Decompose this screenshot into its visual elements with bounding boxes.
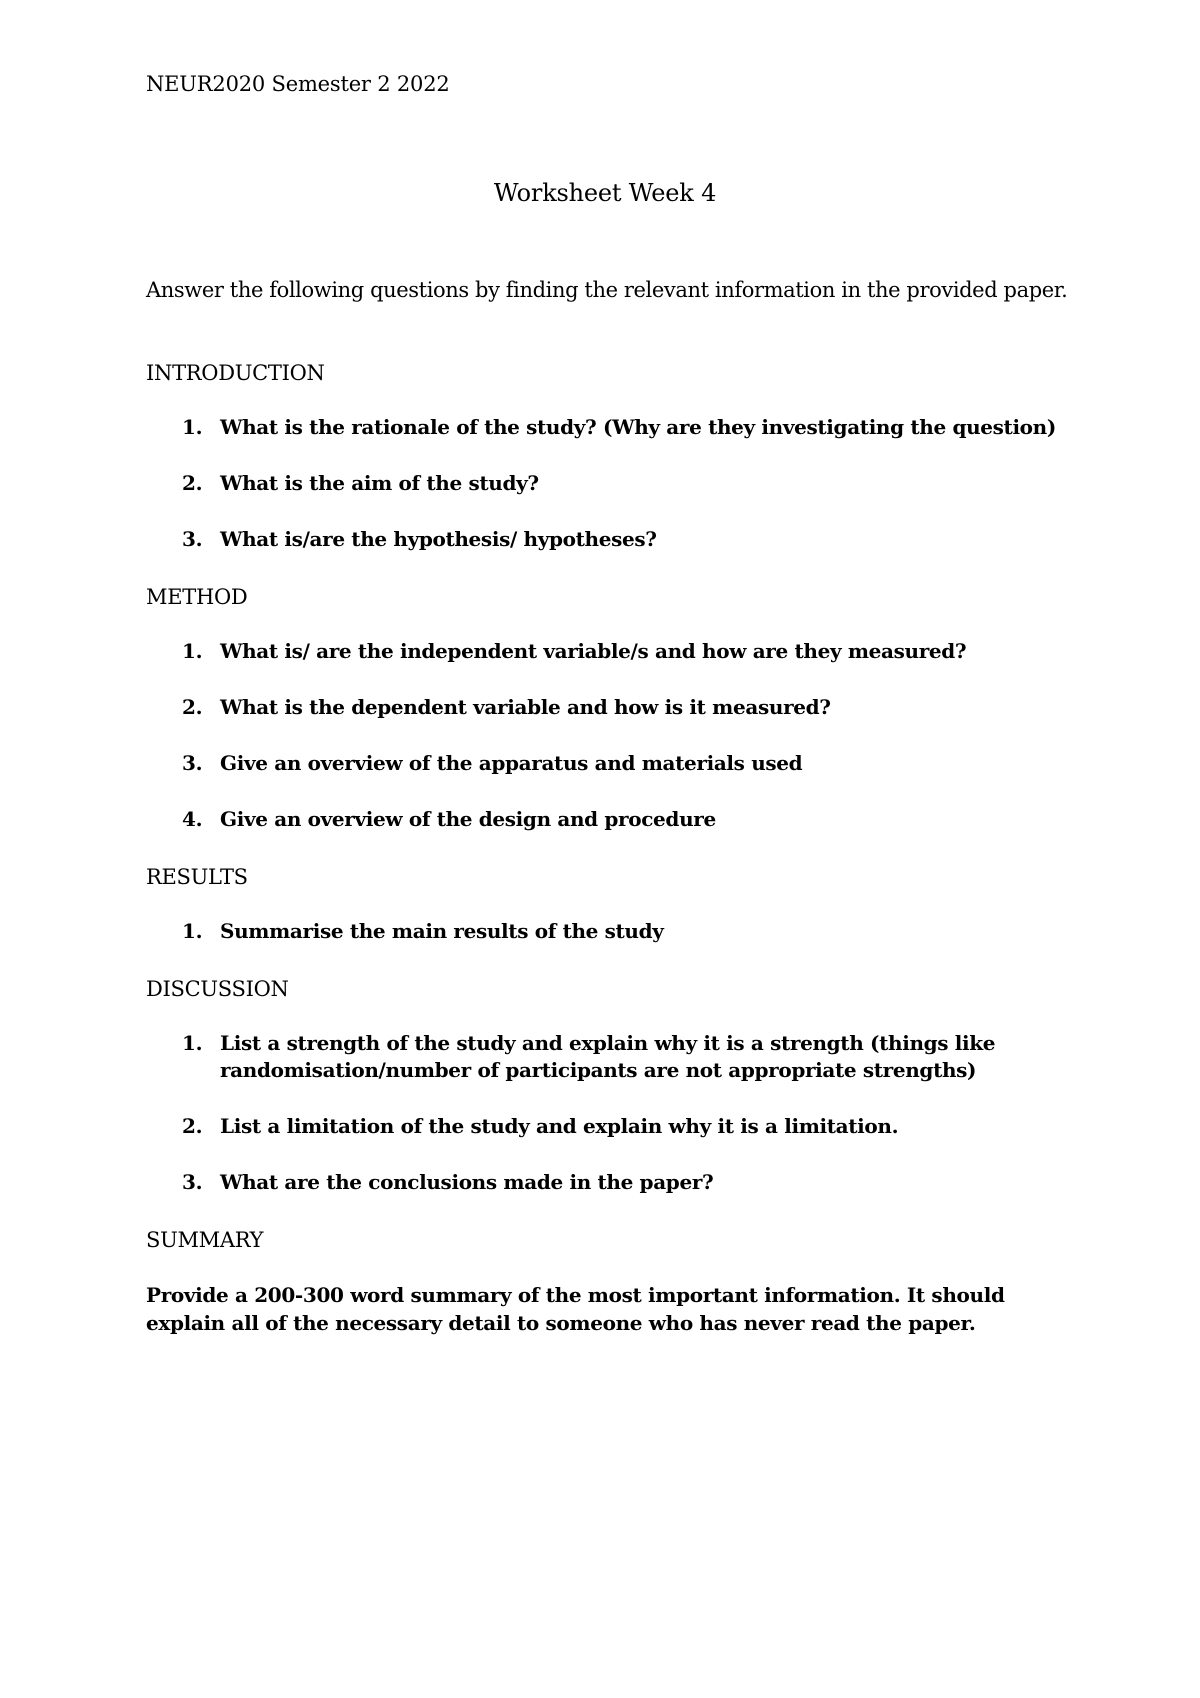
- question-number: 3.: [182, 527, 203, 551]
- question-item: [146, 470, 1086, 497]
- question-text: What is/ are the independent variable/s and how are they measured?: [220, 639, 967, 663]
- question-item: [146, 694, 1086, 721]
- question-text: Summarise the main results of the study: [220, 919, 664, 943]
- section-discussion: [146, 974, 1086, 1196]
- question-text: What is the aim of the study?: [220, 471, 539, 495]
- question-list: [146, 638, 1086, 833]
- section-heading: INTRODUCTION: [146, 361, 325, 385]
- page-title: Worksheet Week 4: [493, 179, 717, 207]
- section-heading: METHOD: [146, 585, 248, 609]
- question-text: What is/are the hypothesis/ hypotheses?: [220, 527, 657, 551]
- section-method: [146, 582, 1086, 833]
- question-number: 1.: [182, 415, 203, 439]
- question-list: [146, 918, 1086, 945]
- question-item: [146, 526, 1086, 553]
- course-header: NEUR2020 Semester 2 2022: [146, 72, 450, 96]
- question-number: 1.: [182, 1031, 203, 1055]
- section-heading: SUMMARY: [146, 1228, 264, 1252]
- question-text: What are the conclusions made in the paper?: [220, 1170, 714, 1194]
- question-text: Give an overview of the apparatus and materials used: [220, 751, 803, 775]
- question-item: [146, 918, 1086, 945]
- question-number: 2.: [182, 1114, 203, 1138]
- question-number: 3.: [182, 1170, 203, 1194]
- section-introduction: [146, 358, 1086, 553]
- question-number: 2.: [182, 471, 203, 495]
- question-number: 1.: [182, 639, 203, 663]
- section-heading: DISCUSSION: [146, 977, 289, 1001]
- question-text: List a limitation of the study and explain why it is a limitation.: [220, 1114, 899, 1138]
- worksheet-sections: [146, 358, 1086, 1337]
- summary-instructions: Provide a 200-300 word summary of the most important information. It should explain all of the necessary detail to someone who has never read the paper.: [146, 1283, 1005, 1335]
- question-text: What is the dependent variable and how is it measured?: [220, 695, 831, 719]
- question-item: [146, 638, 1086, 665]
- question-text: What is the rationale of the study? (Why are they investigating the question): [220, 415, 1056, 439]
- question-item: [146, 750, 1086, 777]
- section-summary: [146, 1225, 1086, 1337]
- question-item: [146, 1030, 1086, 1084]
- question-list: [146, 414, 1086, 553]
- instructions-text: Answer the following questions by finding the relevant information in the provided paper.: [146, 278, 1068, 302]
- question-text: Give an overview of the design and procedure: [220, 807, 716, 831]
- question-number: 2.: [182, 695, 203, 719]
- question-list: [146, 1030, 1086, 1196]
- question-item: [146, 1169, 1086, 1196]
- section-results: [146, 862, 1086, 945]
- question-number: 1.: [182, 919, 203, 943]
- section-heading: RESULTS: [146, 865, 248, 889]
- question-item: [146, 1113, 1086, 1140]
- question-item: [146, 414, 1086, 441]
- question-number: 3.: [182, 751, 203, 775]
- question-text: List a strength of the study and explain why it is a strength (things like randomisation/number of participants are not appropriate strengths): [220, 1031, 996, 1082]
- question-number: 4.: [182, 807, 203, 831]
- question-item: [146, 806, 1086, 833]
